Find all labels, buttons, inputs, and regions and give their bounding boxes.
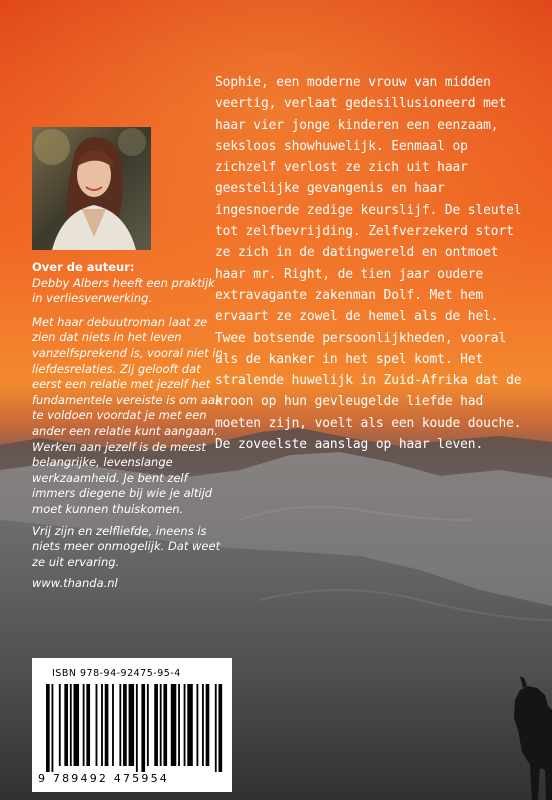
- author-bio-section: [32, 260, 227, 592]
- author-photo: [32, 127, 151, 250]
- author-closing: Vrij zijn en zelfliefde, ineens is niets meer onmogelijk. Dat weet ze uit ervaring.: [32, 523, 221, 569]
- author-heading: Over de auteur:: [32, 260, 135, 274]
- barcode-digits: 9 789492 475954: [38, 772, 169, 785]
- blurb-text: Sophie, een moderne vrouw van midden veertig, verlaat gedesillusioneerd met haar vier jonge kinderen een eenzaam, seksloos showhuwelijk. Eenmaal op zichzelf verlost ze zich uit haar geestelijke gevangenis en haar ingesnoerde zedige keurslijf. De sleutel tot zelfbevrijding. Zelfverzekerd stort ze zich in de datingwereld en ontmoet haar mr. Right, de tien jaar oudere extravagante zakenman Dolf. Met hem ervaart ze zowel de hemel als de hel. Twee botsende persoonlijkheden, vooral als de kanker in het spel komt. Het stralende huwelijk in Zuid-Afrika dat de kroon op hun gevleugelde liefde had moeten zijn, voelt als een koude douche. De zoveelste aanslag op haar leven.: [215, 75, 522, 453]
- author-bio: Met haar debuutroman laat ze zien dat niets in het leven vanzelfsprekend is, vooral niet in liefdesrelaties. Zij gelooft dat eerst een relatie met jezelf het fundamentele vereiste is om aan te voldoen voordat je met een ander een relatie kunt aangaan. Werken aan jezelf is de meest belangrijke, levenslange werkzaamheid. Je bent zelf immers diegene bij wie je altijd moet kunnen thuiskomen.: [32, 314, 223, 516]
- barcode-icon: [46, 684, 224, 772]
- book-blurb: [215, 72, 535, 455]
- author-website-link[interactable]: www.thanda.nl: [32, 576, 118, 591]
- barcode-panel: [32, 658, 232, 792]
- isbn-label: ISBN 978-94-92475-95-4: [52, 668, 181, 679]
- author-intro: Debby Albers heeft een praktijk in verliesverwerking.: [32, 275, 215, 306]
